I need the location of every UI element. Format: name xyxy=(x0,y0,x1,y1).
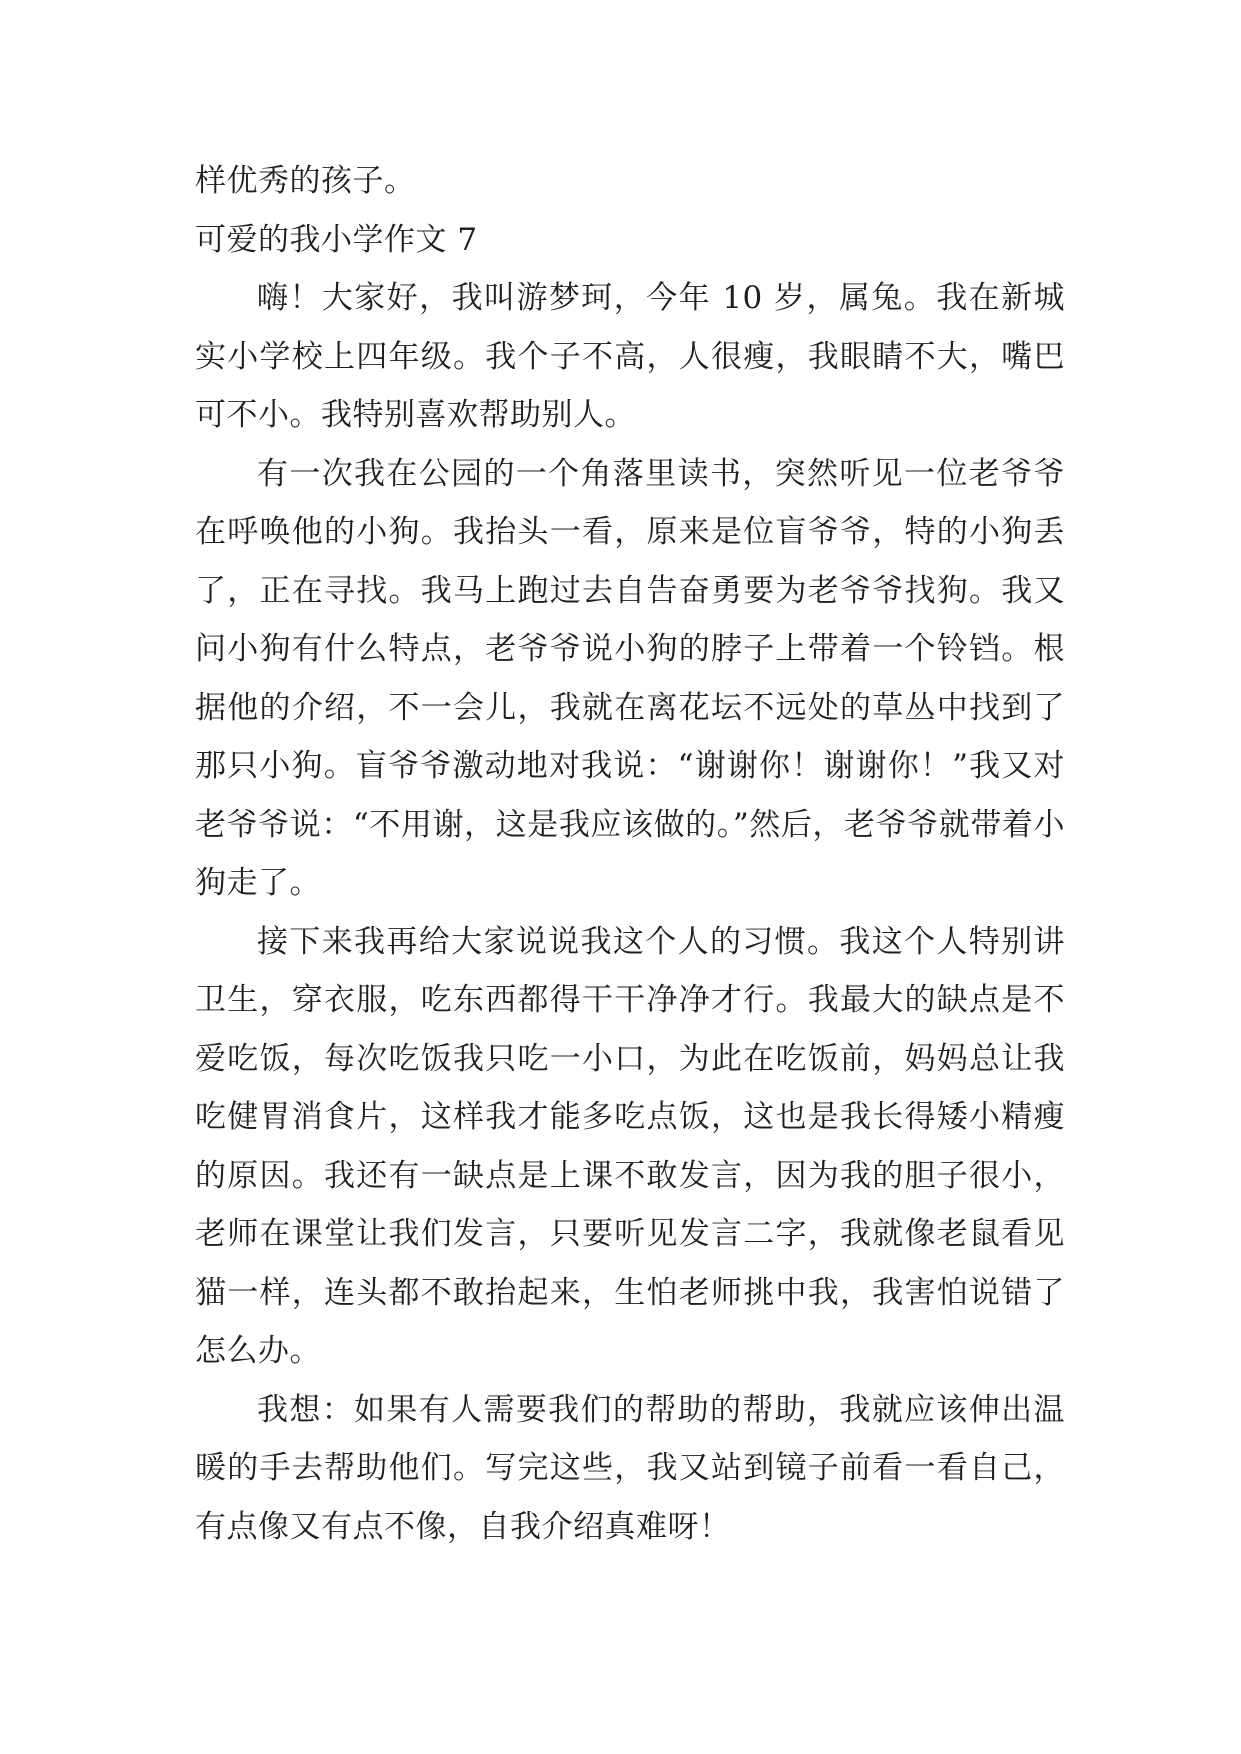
paragraph-conclusion: 我想：如果有人需要我们的帮助的帮助，我就应该伸出温暖的手去帮助他们。写完这些，我又站到镜子前看一看自己，有点像又有点不像，自我介绍真难呀！ xyxy=(195,1391,1065,1545)
paragraph-intro: 嗨！大家好，我叫游梦珂，今年 10 岁，属兔。我在新城实小学校上四年级。我个子不高，人很瘦，我眼睛不大，嘴巴可不小。我特别喜欢帮助别人。 xyxy=(195,280,1065,433)
document-body xyxy=(195,152,1065,1556)
essay-title: 可爱的我小学作文 7 xyxy=(195,221,478,258)
continued-line: 样优秀的孩子。 xyxy=(195,163,416,199)
paragraph-story: 有一次我在公园的一个角落里读书，突然听见一位老爷爷在呼唤他的小狗。我抬头一看，原来是位盲爷爷，特的小狗丢了，正在寻找。我马上跑过去自告奋勇要为老爷爷找狗。我又问小狗有什么特点，老爷爷说小狗的脖子上带着一个铃铛。根据他的介绍，不一会儿，我就在离花坛不远处的草丛中找到了那只小狗。盲爷爷激动地对我说：“谢谢你！谢谢你！”我又对老爷爷说：“不用谢，这是我应该做的。”然后，老爷爷就带着小狗走了。 xyxy=(195,455,1065,901)
paragraph-habits: 接下来我再给大家说说我这个人的习惯。我这个人特别讲卫生，穿衣服，吃东西都得干干净净才行。我最大的缺点是不爱吃饭，每次吃饭我只吃一小口，为此在吃饭前，妈妈总让我吃健胃消食片，这样我才能多吃点饭，这也是我长得矮小精瘦的原因。我还有一缺点是上课不敢发言，因为我的胆子很小，老师在课堂让我们发言，只要听见发言二字，我就像老鼠看见猫一样，连头都不敢抬起来，生怕老师挑中我，我害怕说错了怎么办。 xyxy=(195,923,1065,1369)
